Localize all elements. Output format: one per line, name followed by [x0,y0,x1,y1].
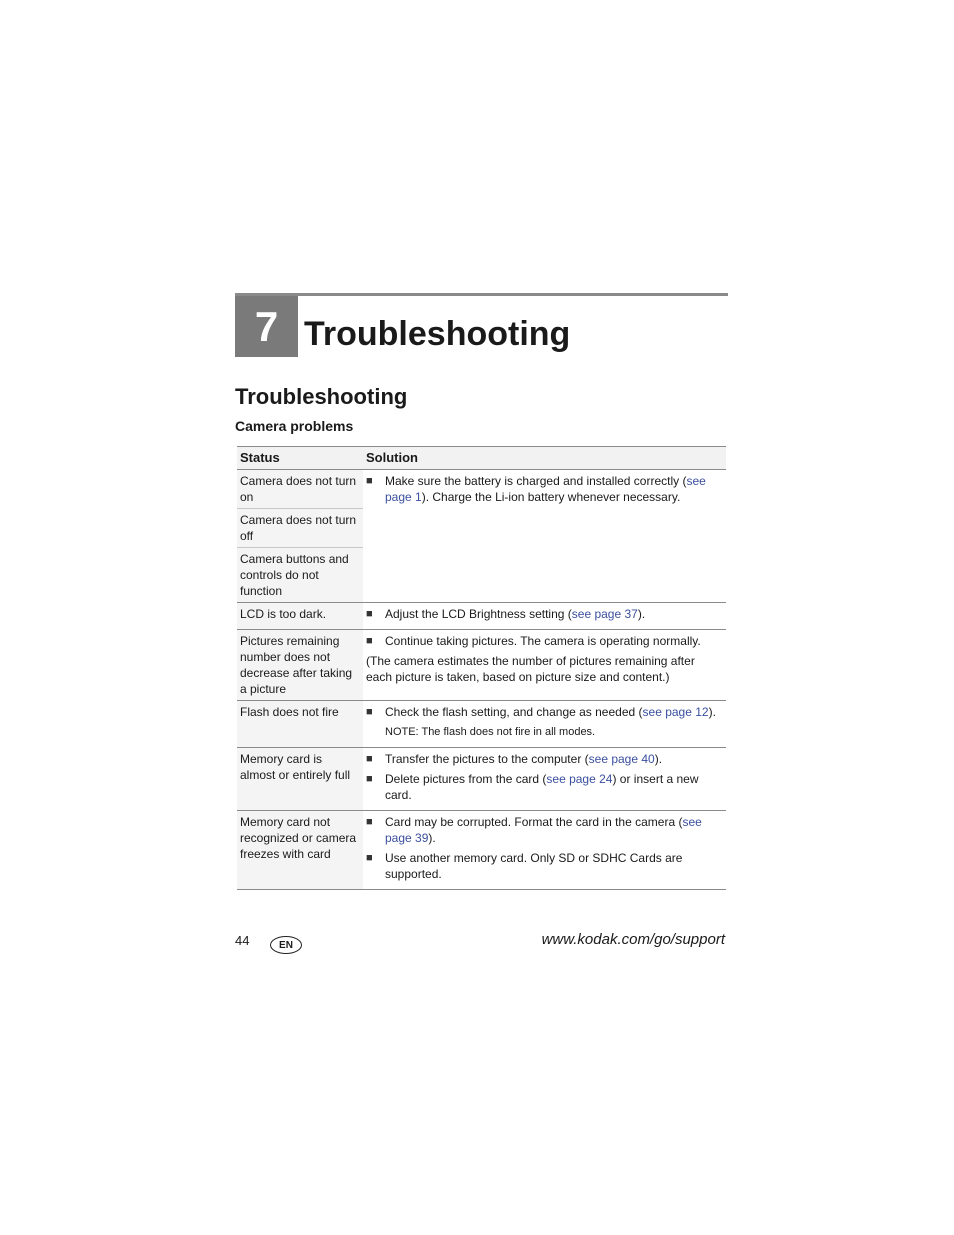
list-item [366,606,723,622]
solution-cell [363,748,726,810]
chapter-number: 7 [235,296,298,357]
list-item [366,633,723,649]
solution-text: ). Charge the Li-ion battery whenever necessary. [421,490,681,504]
page-number: 44 [235,933,250,948]
status-cell-group [237,470,363,602]
status-camera-not-on: Camera does not turn on [237,470,363,508]
solution-text: Adjust the LCD Brightness setting ( [385,607,572,621]
table-row [237,602,726,629]
solution-text: Check the flash setting, and change as needed ( [385,705,643,719]
list-item [366,473,723,505]
see-page-link[interactable]: see page 12 [642,705,709,719]
bullet-square-icon: ■ [366,753,373,765]
status-flash-not-fire: Flash does not fire [237,701,363,747]
solution-text: Transfer the pictures to the computer ( [385,752,589,766]
list-item [366,850,723,882]
bullet-square-icon: ■ [366,635,373,647]
status-buttons-not-function: Camera buttons and controls do not function [237,547,363,602]
solution-text: Make sure the battery is charged and installed correctly ( [385,474,687,488]
status-memory-full: Memory card is almost or entirely full [237,748,363,810]
table-header-row [237,446,726,469]
see-page-link[interactable]: see page 24 [546,772,613,786]
bullet-square-icon: ■ [366,816,373,828]
solution-text: ). [428,831,436,845]
bullet-square-icon: ■ [366,706,373,718]
see-page-link[interactable]: see page 1 [385,474,706,504]
see-page-link[interactable]: see page 39 [385,815,702,845]
solution-cell [363,470,726,602]
solution-text: Continue taking pictures. The camera is operating normally. [385,634,701,648]
list-item [366,704,723,720]
bullet-square-icon: ■ [366,608,373,620]
header-status: Status [240,450,280,465]
status-pictures-remaining: Pictures remaining number does not decrease after taking a picture [237,630,363,700]
list-item [366,814,723,846]
solution-text: ). [637,607,646,621]
bullet-square-icon: ■ [366,852,373,864]
subsection-title: Camera problems [235,418,354,434]
bullet-square-icon: ■ [366,475,373,487]
solution-text: ). [708,705,716,719]
section-title: Troubleshooting [235,384,408,409]
table-row [237,700,726,747]
table-row [237,469,726,602]
solution-cell [363,701,726,747]
header-solution: Solution [366,450,418,465]
table-row [237,629,726,700]
status-lcd-dark: LCD is too dark. [237,603,363,629]
table-row [237,810,726,890]
solution-paragraph: (The camera estimates the number of pictures remaining after each picture is taken, based on picture size and content.) [366,654,695,684]
status-camera-not-off: Camera does not turn off [237,508,363,547]
table-row [237,747,726,810]
see-page-link[interactable]: see page 37 [571,607,638,621]
solution-text: Card may be corrupted. Format the card in the camera ( [385,815,683,829]
solution-cell [363,811,726,889]
list-item [366,751,723,767]
bullet-square-icon: ■ [366,773,373,785]
chapter-rule [235,293,728,296]
solution-text: ). [654,752,663,766]
solution-text: ) or insert a new card. [385,772,699,802]
solution-cell [363,603,726,629]
troubleshooting-table [237,446,726,890]
support-website-link[interactable]: www.kodak.com/go/support [541,931,725,948]
flash-note: NOTE: The flash does not fire in all modes. [385,726,596,738]
see-page-link[interactable]: see page 40 [588,752,655,766]
solution-cell [363,630,726,700]
list-item [366,771,723,803]
solution-text: Use another memory card. Only SD or SDHC Cards are supported. [385,851,683,881]
status-card-not-recognized: Memory card not recognized or camera freezes with card [237,811,363,889]
chapter-title: Troubleshooting [304,315,571,353]
solution-text: Delete pictures from the card ( [385,772,547,786]
language-badge: EN [270,936,302,954]
